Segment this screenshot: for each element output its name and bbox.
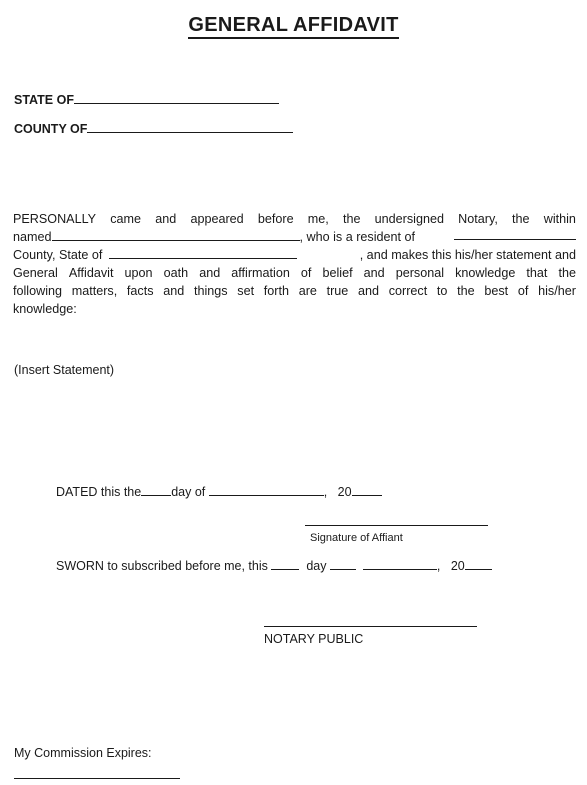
body-word: and: [199, 266, 221, 280]
body-word: within: [543, 212, 576, 226]
body-word: personal: [395, 266, 445, 280]
state-line: [14, 92, 279, 107]
dated-month-blank[interactable]: [209, 484, 324, 496]
body-word: Notary,: [458, 212, 498, 226]
body-word: of: [300, 266, 312, 280]
body-word: best: [484, 284, 509, 298]
resident-label: , who is a resident of: [299, 230, 416, 244]
body-word: Affidavit: [68, 266, 114, 280]
body-word: appeared: [190, 212, 244, 226]
sworn-month-blank[interactable]: [363, 558, 437, 570]
dated-year-blank[interactable]: [352, 484, 382, 496]
commission-line[interactable]: [14, 778, 180, 779]
state-of-blank[interactable]: [109, 247, 297, 259]
county-state-label: County, State of: [13, 248, 103, 262]
body-word: and: [163, 284, 185, 298]
makes-statement-label: , and makes this his/her statement and: [359, 248, 576, 262]
body-word: me,: [307, 212, 329, 226]
body-word: before: [257, 212, 294, 226]
body-word: General: [13, 266, 58, 280]
dated-year-prefix: 20: [337, 485, 352, 499]
body-word: PERSONALLY: [13, 212, 97, 226]
insert-statement: (Insert Statement): [14, 363, 115, 377]
body-word: belief: [322, 266, 353, 280]
dated-day-blank[interactable]: [141, 484, 171, 496]
body-word: the: [512, 212, 530, 226]
notary-signature-line[interactable]: [264, 626, 477, 627]
body-word: his/her: [538, 284, 576, 298]
body-word: the: [457, 284, 475, 298]
body-line-3: [13, 246, 576, 264]
sworn-day2-blank[interactable]: [330, 558, 356, 570]
state-label: STATE OF: [14, 93, 74, 107]
body-line-4: [13, 264, 576, 282]
sworn-prefix: SWORN to subscribed before me, this: [56, 559, 268, 573]
body-word: and: [358, 284, 380, 298]
sworn-line: SWORN to subscribed before me, this day , 20: [56, 558, 492, 573]
body-word: the: [558, 266, 576, 280]
body-word: correct: [388, 284, 428, 298]
named-blank[interactable]: [52, 229, 300, 241]
body-line-5: [13, 282, 576, 300]
body-word: knowledge: [455, 266, 516, 280]
title-text: GENERAL AFFIDAVIT: [188, 14, 398, 39]
body-line-1: [13, 210, 576, 228]
body-word: undersigned: [374, 212, 444, 226]
body-word: facts: [126, 284, 154, 298]
body-word: of: [517, 284, 529, 298]
county-blank[interactable]: [87, 121, 293, 133]
body-word: to: [436, 284, 448, 298]
document-title: [0, 14, 587, 37]
body-word: and: [363, 266, 385, 280]
dated-prefix: DATED this the: [56, 485, 142, 499]
body-word: matters,: [71, 284, 118, 298]
body-word: affirmation: [231, 266, 290, 280]
dated-day-of: day of: [171, 485, 206, 499]
body-word: came: [110, 212, 142, 226]
body-line-6: knowledge:: [13, 302, 77, 316]
body-word: upon: [124, 266, 153, 280]
county-label: COUNTY OF: [14, 122, 88, 136]
dated-line: DATED this the day of , 20: [56, 484, 382, 499]
named-label: named: [13, 230, 52, 244]
resident-blank[interactable]: [454, 228, 576, 240]
body-word: and: [155, 212, 177, 226]
county-line: [14, 121, 293, 136]
commission-label: My Commission Expires:: [14, 746, 152, 760]
sworn-day-label: day: [306, 559, 327, 573]
body-word: that: [526, 266, 548, 280]
sworn-year-prefix: 20: [450, 559, 465, 573]
body-word: things: [193, 284, 228, 298]
sworn-year-blank[interactable]: [465, 558, 492, 570]
body-word: true: [326, 284, 349, 298]
signature-line[interactable]: [305, 525, 488, 526]
sworn-day-blank[interactable]: [271, 558, 299, 570]
notary-label: NOTARY PUBLIC: [264, 632, 364, 646]
body-word: following: [13, 284, 63, 298]
state-blank[interactable]: [74, 92, 279, 104]
body-word: forth: [263, 284, 289, 298]
body-word: are: [298, 284, 317, 298]
affidavit-body: [13, 210, 576, 318]
body-word: set: [237, 284, 255, 298]
body-word: oath: [163, 266, 189, 280]
body-word: the: [342, 212, 361, 226]
signature-label: Signature of Affiant: [310, 532, 403, 544]
body-line-2: [13, 228, 576, 246]
